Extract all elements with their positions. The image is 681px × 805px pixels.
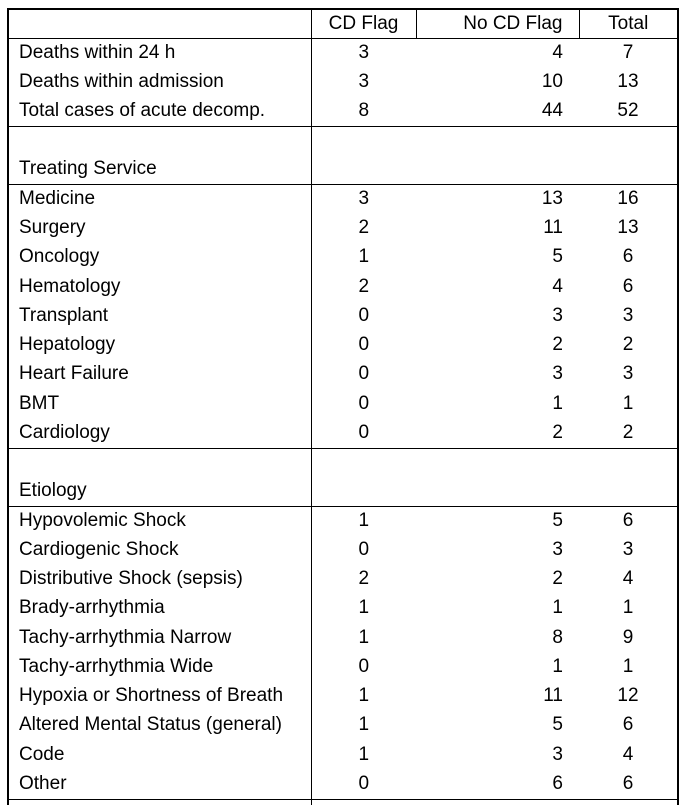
- cell-total: 6: [622, 246, 634, 268]
- cell-cd-flag: 3: [358, 187, 370, 209]
- row-label: Hematology: [8, 272, 311, 301]
- row-label: Total cases of acute decomp.: [8, 97, 311, 126]
- section-label: Etiology: [8, 448, 311, 506]
- header-cd-flag: CD Flag: [311, 9, 416, 39]
- cd-flag-stats-table: [7, 8, 679, 805]
- cell-total: 3: [622, 538, 634, 560]
- cell-total: 13: [617, 216, 639, 238]
- cell-total: 1: [622, 597, 634, 619]
- table-row: [8, 302, 678, 331]
- row-label: Medicine: [8, 184, 311, 213]
- cell-no-cd-flag: 13: [541, 187, 563, 209]
- table-row: [8, 243, 678, 272]
- cell-cd-flag: 0: [358, 421, 370, 443]
- cell-no-cd-flag: 6: [416, 770, 579, 799]
- row-label: Altered Mental Status (general): [8, 711, 311, 740]
- table-row: [8, 682, 678, 711]
- row-label: Deaths within 24 h: [8, 39, 311, 68]
- table-row: [8, 623, 678, 652]
- cell-cd-flag: 1: [358, 685, 370, 707]
- row-label: Heart Failure: [8, 360, 311, 389]
- cell-cd-flag: 2: [358, 275, 370, 297]
- cell-cd-flag: 2: [358, 216, 370, 238]
- cell-cd-flag: 1: [358, 597, 370, 619]
- row-label: Hypoxia or Shortness of Breath: [8, 682, 311, 711]
- cell-cd-flag: 3: [358, 71, 370, 93]
- cell-cd-flag: 1: [358, 246, 370, 268]
- cell-total: 2: [622, 334, 634, 356]
- table-row: [8, 272, 678, 301]
- cell-cd-flag: 0: [358, 363, 370, 385]
- cell-total: 13: [617, 71, 639, 93]
- cell-no-cd-flag: 3: [552, 363, 563, 385]
- row-label: Other: [8, 770, 311, 799]
- row-label: Code: [8, 740, 311, 769]
- cell-no-cd-flag: 4: [552, 42, 563, 63]
- cell-no-cd-flag: 44: [541, 100, 563, 122]
- cell-no-cd-flag: 10: [541, 71, 563, 93]
- cell-cd-flag: 1: [358, 626, 370, 648]
- row-label: Hypovolemic Shock: [8, 506, 311, 535]
- cell-no-cd-flag: 11: [543, 216, 563, 238]
- cell-cd-flag: 1: [358, 509, 370, 531]
- row-label: Oncology: [8, 243, 311, 272]
- partial-row-cells: [311, 799, 678, 805]
- table-row: [8, 506, 678, 535]
- table-row: [8, 360, 678, 389]
- cell-total: 4: [622, 743, 634, 765]
- table-row: [8, 740, 678, 769]
- row-label: Cardiology: [8, 419, 311, 448]
- table-row: [8, 331, 678, 360]
- cell-cd-flag: 0: [358, 334, 370, 356]
- cell-no-cd-flag: 1: [552, 655, 563, 677]
- section-header-row: [8, 126, 678, 184]
- cell-cd-flag: 0: [358, 392, 370, 414]
- cell-no-cd-flag: 11: [543, 685, 563, 707]
- cell-total: 6: [622, 275, 634, 297]
- cell-no-cd-flag: 1: [552, 597, 563, 619]
- row-label: BMT: [8, 389, 311, 418]
- cell-total: 4: [622, 567, 634, 589]
- cell-cd-flag: 0: [358, 304, 370, 326]
- cell-total: 2: [622, 421, 634, 443]
- cell-cd-flag: 3: [358, 42, 370, 63]
- cell-no-cd-flag: 4: [552, 275, 563, 297]
- table-row: [8, 653, 678, 682]
- cell-total: 12: [617, 685, 639, 707]
- cell-cd-flag: 2: [358, 567, 370, 589]
- row-label: Hepatology: [8, 331, 311, 360]
- cell-cd-flag: 0: [358, 538, 370, 560]
- section-header-row: [8, 448, 678, 506]
- cell-total: 1: [622, 392, 634, 414]
- partial-row-label-cell: [8, 799, 311, 805]
- row-label: Tachy-arrhythmia Wide: [8, 653, 311, 682]
- section-empty-cells: [311, 126, 678, 184]
- cutoff-partial-row: [8, 799, 678, 805]
- cell-no-cd-flag: 1: [552, 392, 563, 414]
- cell-total: 6: [622, 509, 634, 531]
- table-row: [8, 39, 678, 68]
- table-row: [8, 68, 678, 97]
- cell-cd-flag: 1: [358, 743, 370, 765]
- header-row: [8, 9, 678, 39]
- row-label: Tachy-arrhythmia Narrow: [8, 623, 311, 652]
- table-row: [8, 594, 678, 623]
- table-row: [8, 711, 678, 740]
- table-row: [8, 770, 678, 799]
- cell-cd-flag: 0: [358, 655, 370, 677]
- cell-total: 7: [622, 42, 634, 63]
- row-label: Surgery: [8, 214, 311, 243]
- cell-total: 52: [617, 100, 639, 122]
- stats-table-container: [7, 8, 677, 805]
- row-label: Transplant: [8, 302, 311, 331]
- cell-cd-flag: 0: [311, 770, 416, 799]
- cell-no-cd-flag: 2: [552, 567, 563, 589]
- header-no-cd-flag: No CD Flag: [416, 9, 579, 39]
- cell-total: 1: [622, 655, 634, 677]
- table-row: [8, 565, 678, 594]
- cell-no-cd-flag: 5: [552, 509, 563, 531]
- table-row: [8, 389, 678, 418]
- cell-no-cd-flag: 2: [552, 421, 563, 443]
- cell-total: 6: [579, 770, 678, 799]
- cell-no-cd-flag: 5: [552, 714, 563, 736]
- cell-no-cd-flag: 8: [552, 626, 563, 648]
- cell-no-cd-flag: 3: [552, 304, 563, 326]
- cell-cd-flag: 1: [358, 714, 370, 736]
- cell-no-cd-flag: 3: [552, 538, 563, 560]
- cell-total: 16: [617, 187, 639, 209]
- table-row: [8, 97, 678, 126]
- table-row: [8, 184, 678, 213]
- cell-no-cd-flag: 5: [552, 246, 563, 268]
- row-label: Brady-arrhythmia: [8, 594, 311, 623]
- cell-total: 3: [622, 304, 634, 326]
- section-label: Treating Service: [8, 126, 311, 184]
- cell-total: 9: [622, 626, 634, 648]
- cell-total: 3: [622, 363, 634, 385]
- cell-total: 6: [622, 714, 634, 736]
- table-row: [8, 214, 678, 243]
- cell-cd-flag: 8: [358, 100, 370, 122]
- cell-no-cd-flag: 2: [552, 334, 563, 356]
- table-row: [8, 535, 678, 564]
- section-empty-cells: [311, 448, 678, 506]
- row-label: Cardiogenic Shock: [8, 535, 311, 564]
- header-blank: [8, 9, 311, 39]
- row-label: Distributive Shock (sepsis): [8, 565, 311, 594]
- table-row: [8, 419, 678, 448]
- row-label: Deaths within admission: [8, 68, 311, 97]
- cell-no-cd-flag: 3: [552, 743, 563, 765]
- header-total: Total: [579, 9, 678, 39]
